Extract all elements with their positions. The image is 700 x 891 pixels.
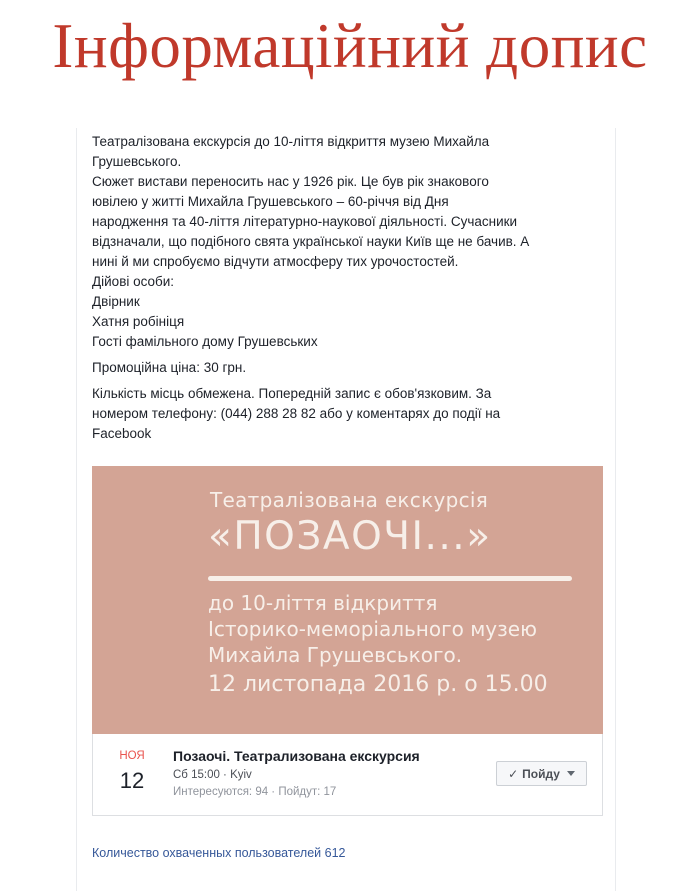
post-line: Дійові особи: (92, 274, 175, 289)
going-button-label: Пойду (522, 766, 560, 781)
post-line: Facebook (92, 426, 152, 441)
post-line: народження та 40-ліття літературно-наукової діяльності. Сучасники (92, 214, 518, 229)
reach-stats-link[interactable]: Количество охваченных пользователей 612 (92, 846, 346, 860)
banner-title: «ПОЗАОЧІ...» (208, 514, 492, 559)
event-cover-image[interactable] (92, 466, 603, 734)
event-day: 12 (119, 768, 145, 793)
event-meta: Сб 15:00 · Kyiv (173, 769, 252, 781)
banner-desc-line: до 10-ліття відкриття (208, 591, 438, 615)
banner-divider (208, 576, 572, 581)
banner-subtitle: Театралізована екскурсія (210, 488, 489, 512)
post-line: номером телефону: (044) 288 28 82 або у коментарях до події на (92, 406, 501, 421)
banner-desc-line: Історико-меморіального музею (208, 617, 537, 641)
post-line: Сюжет вистави переносить нас у 1926 рік. Це був рік знакового (92, 174, 489, 189)
event-month: НОЯ (119, 750, 145, 762)
post-line: ювілею у житті Михайла Грушевського – 60-річчя від Дня (92, 194, 449, 209)
banner-desc-line: Михайла Грушевського. (208, 643, 463, 667)
post-line: відзначали, що подібного свята української науки Київ ще не бачив. А (92, 234, 530, 249)
banner-description (208, 590, 537, 668)
banner-date: 12 листопада 2016 р. о 15.00 (208, 672, 548, 697)
post-line: Гості фамільного дому Грушевських (92, 334, 318, 349)
post-line: Двірник (92, 294, 140, 309)
post-line: Кількість місць обмежена. Попередній запис є обов'язковим. За (92, 386, 492, 401)
post-text (92, 132, 602, 444)
going-button[interactable] (496, 761, 587, 786)
post-line: Театралізована екскурсія до 10-ліття відкриття музею Михайла (92, 134, 490, 149)
post-line: Хатня робініця (92, 314, 185, 329)
check-icon: ✓ (508, 766, 519, 781)
event-stats: Интересуются: 94 · Пойдут: 17 (173, 786, 337, 798)
post-line: нині й ми спробуємо відчути атмосферу тих урочостостей. (92, 254, 459, 269)
page-title: Інформаційний допис (52, 11, 648, 81)
facebook-post (76, 128, 616, 891)
chevron-down-icon (567, 771, 575, 776)
post-line: Грушевського. (92, 154, 182, 169)
event-info-card (92, 734, 603, 816)
event-title-link[interactable]: Позаочі. Театрализованa екскурсия (173, 748, 420, 764)
post-price: Промоційна ціна: 30 грн. (92, 360, 247, 375)
